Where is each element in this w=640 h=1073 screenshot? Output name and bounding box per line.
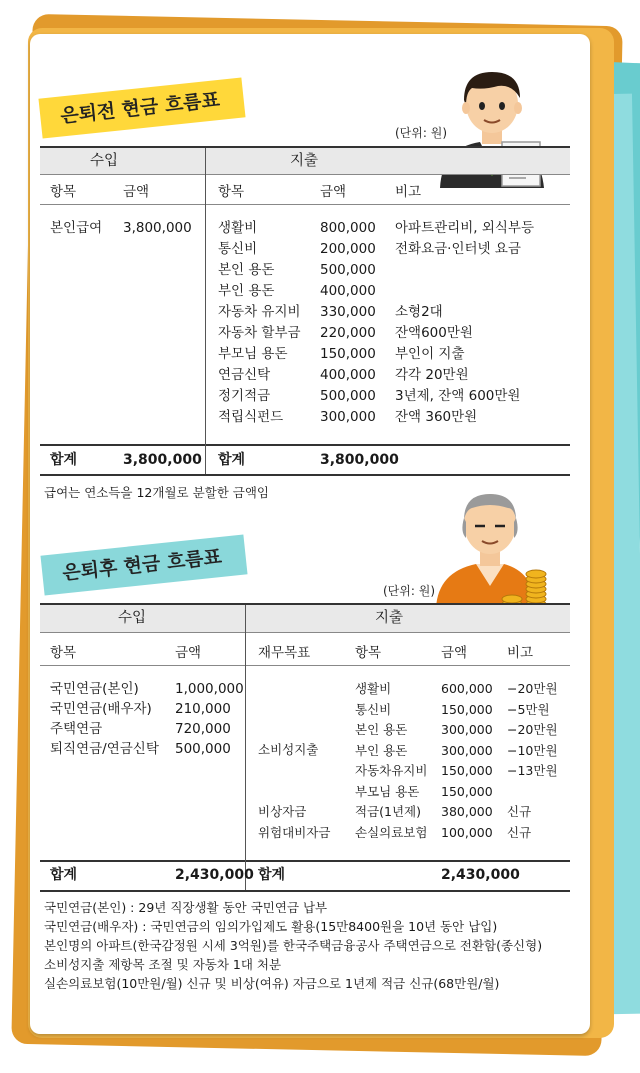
post-expense-header: 지출 (375, 610, 404, 626)
pre-total-label: 합계 (50, 452, 78, 468)
post-col-item2: 항목 (355, 645, 382, 661)
pre-title-banner: 은퇴전 현금 흐름표 (38, 77, 245, 138)
pre-expense-amount: 800,000 (320, 220, 376, 236)
post-income-item: 퇴직연금/연금신탁 (50, 741, 159, 757)
pre-expense-note: 잔액 360만원 (395, 409, 478, 425)
pre-income-item: 본인급여 (50, 220, 103, 236)
post-expense-note: −20만원 (507, 681, 558, 696)
post-expense-amount: 150,000 (441, 763, 493, 778)
post-expense-total: 2,430,000 (441, 867, 520, 883)
pre-expense-item: 자동차 유지비 (218, 304, 301, 320)
pre-expense-amount: 500,000 (320, 388, 376, 404)
post-expense-note: −20만원 (507, 722, 558, 737)
post-colhead-rule (40, 665, 570, 666)
post-note-line: 국민연금(배우자) : 국민연금의 임의가입제도 활용(15만8400원을 10년 동안 납입) (44, 919, 498, 934)
post-expense-amount: 100,000 (441, 824, 493, 840)
pre-expense-note: 전화요금·인터넷 요금 (395, 241, 521, 257)
post-income-item: 주택연금 (50, 721, 103, 737)
pre-expense-item: 자동차 할부금 (218, 325, 301, 341)
pre-expense-item: 통신비 (218, 241, 258, 257)
pre-expense-amount: 300,000 (320, 409, 376, 425)
post-note-line: 본인명의 아파트(한국감정원 시세 3억원)를 한국주택금융공사 주택연금으로 전환함(종신형) (44, 938, 543, 953)
post-income-amount: 210,000 (175, 701, 231, 717)
post-income-item: 국민연금(배우자) (50, 701, 152, 717)
post-expense-note: −13만원 (507, 763, 558, 778)
pre-expense-note: 잔액600만원 (395, 325, 473, 341)
pre-col-note: 비고 (395, 184, 422, 200)
pre-expense-total: 3,800,000 (320, 452, 399, 468)
post-expense-item: 부모님 용돈 (355, 783, 420, 799)
pre-bottom-rule (40, 474, 570, 476)
post-bottom-rule (40, 890, 570, 892)
pre-expense-header: 지출 (290, 153, 319, 169)
post-expense-amount: 300,000 (441, 722, 493, 737)
post-income-item: 국민연금(본인) (50, 681, 139, 697)
post-total-rule (40, 860, 570, 862)
post-note-line: 실손의료보험(10만원/월) 신규 및 비상(여유) 자금으로 1년제 적금 신규(68만원/월) (44, 976, 500, 991)
post-expense-goal: 위험대비자금 (258, 824, 331, 840)
post-expense-note: 신규 (507, 824, 532, 840)
pre-expense-item: 정기적금 (218, 388, 271, 404)
pre-col-amount2: 금액 (320, 184, 347, 200)
pre-expense-amount: 330,000 (320, 304, 376, 320)
pre-colhead-rule (40, 204, 570, 205)
post-expense-amount: 150,000 (441, 783, 493, 799)
pre-income-amount: 3,800,000 (123, 220, 192, 236)
post-expense-item: 생활비 (355, 681, 392, 696)
post-unit: (단위: 원) (383, 584, 435, 598)
post-income-amount: 720,000 (175, 721, 231, 737)
post-income-amount: 1,000,000 (175, 681, 244, 697)
pre-expense-item: 적립식펀드 (218, 409, 284, 425)
pre-divider (205, 148, 206, 474)
post-expense-item: 적금(1년제) (355, 804, 422, 819)
post-col-goal: 재무목표 (258, 645, 311, 661)
post-header-rule (40, 632, 570, 633)
post-total-label2: 합계 (258, 867, 286, 883)
post-note-line: 소비성지출 제항목 조절 및 자동차 1대 처분 (44, 957, 282, 972)
post-expense-item: 본인 용돈 (355, 722, 408, 737)
pre-expense-amount: 400,000 (320, 283, 376, 299)
pre-total-label2: 합계 (218, 452, 246, 468)
post-expense-amount: 380,000 (441, 804, 493, 819)
pre-expense-item: 본인 용돈 (218, 262, 275, 278)
post-expense-amount: 300,000 (441, 742, 493, 758)
post-divider (245, 605, 246, 890)
pre-expense-note: 소형2대 (395, 304, 443, 320)
post-expense-goal: 비상자금 (258, 804, 307, 819)
pre-expense-amount: 220,000 (320, 325, 376, 341)
post-goal-consumption: 소비성지출 (258, 742, 319, 757)
pre-expense-note: 아파트관리비, 외식부등 (395, 220, 534, 236)
post-expense-item: 손실의료보험 (355, 824, 428, 840)
pre-expense-item: 연금신탁 (218, 367, 271, 383)
pre-expense-item: 생활비 (218, 220, 258, 236)
post-total-label: 합계 (50, 867, 78, 883)
post-expense-note: −10만원 (507, 742, 558, 758)
post-col-amount2: 금액 (441, 645, 468, 661)
pre-col-amount: 금액 (123, 184, 150, 200)
post-col-item: 항목 (50, 645, 77, 661)
pre-footnote: 급여는 연소득을 12개월로 분할한 금액임 (44, 485, 269, 500)
post-col-amount: 금액 (175, 645, 202, 661)
pre-header-rule (40, 174, 570, 175)
pre-expense-item: 부모님 용돈 (218, 346, 288, 362)
post-expense-item: 자동차유지비 (355, 763, 428, 778)
pre-unit: (단위: 원) (395, 126, 447, 140)
pre-expense-amount: 500,000 (320, 262, 376, 278)
pre-expense-note: 3년제, 잔액 600만원 (395, 388, 521, 404)
post-expense-amount: 150,000 (441, 701, 493, 717)
pre-income-header: 수입 (90, 153, 119, 169)
pre-col-item2: 항목 (218, 184, 245, 200)
post-income-total: 2,430,000 (175, 867, 254, 883)
post-col-note: 비고 (507, 645, 534, 661)
post-note-line: 국민연금(본인) : 29년 직장생활 동안 국민연금 납부 (44, 900, 328, 915)
pre-col-item: 항목 (50, 184, 77, 200)
pre-expense-note: 각각 20만원 (395, 367, 469, 383)
post-expense-item: 통신비 (355, 701, 392, 717)
pre-expense-item: 부인 용돈 (218, 283, 275, 299)
pre-total-rule (40, 444, 570, 446)
post-expense-amount: 600,000 (441, 681, 493, 696)
post-income-header: 수입 (118, 610, 147, 626)
pre-expense-amount: 150,000 (320, 346, 376, 362)
post-expense-note: 신규 (507, 804, 532, 819)
post-title-banner: 은퇴후 현금 흐름표 (40, 534, 247, 595)
pre-expense-amount: 200,000 (320, 241, 376, 257)
pre-expense-note: 부인이 지출 (395, 346, 465, 362)
post-expense-item: 부인 용돈 (355, 742, 408, 758)
post-income-amount: 500,000 (175, 741, 231, 757)
pre-income-total: 3,800,000 (123, 452, 202, 468)
post-expense-note: −5만원 (507, 701, 550, 717)
pre-expense-amount: 400,000 (320, 367, 376, 383)
